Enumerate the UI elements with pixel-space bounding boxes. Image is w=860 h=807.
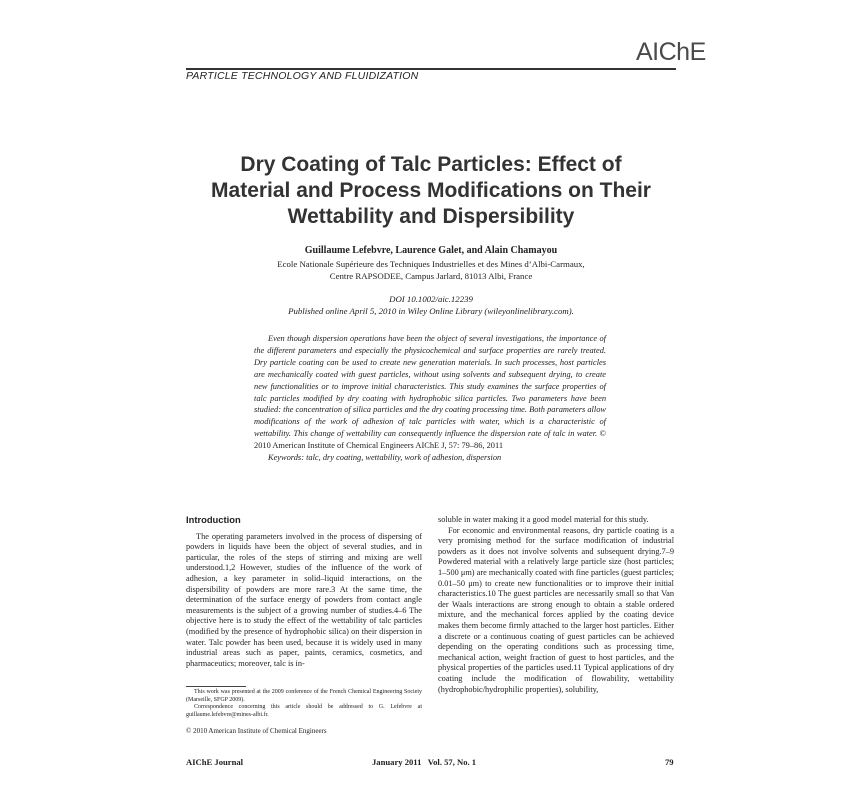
footnote-rule	[186, 686, 246, 687]
affiliation	[186, 258, 676, 282]
section-header: PARTICLE TECHNOLOGY AND FLUIDIZATION	[186, 70, 419, 82]
title-line: Dry Coating of Talc Particles: Effect of	[240, 153, 622, 176]
title-line: Material and Process Modifications on Their	[211, 179, 651, 202]
page-number: 79	[665, 757, 674, 767]
right-paragraph: For economic and environmental reasons, dry particle coating is a very promising method for the surface modification of industrial powders as it does not involve solvents and subsequent drying.7–9 Powdered material with a relatively large particle size (host particles; 1–500 μm) are mechanically coated with fine particles (guest particles; 0.01–50 μm) to create new functionalities or to improve their initial characteristics.10 The guest particles are necessarily small so that Van der Waals interactions are strong enough to obtain a stable ordered mixture, and the mechanical forces applied by the coating device makes them become firmly attached to the larger host particles. Either a discrete or a continuous coating of guest particles can be achieved depending on the operating conditions such as processing time, mechanical action, weight fraction of guest to host particles, and the physical properties of the particles used.11 Typical applications of dry coating include the modification of flowability, wettability (hydrophobic/hydrophilic properties), solubility,	[438, 525, 674, 694]
introduction-heading: Introduction	[186, 514, 241, 525]
footnote-copyright: © 2010 American Institute of Chemical Engineers	[186, 727, 327, 735]
abstract-text: Even though dispersion operations have been the object of several investigations, the importance of the different parameters and especially the physicochemical and surface properties are rarely treated. Dry particle coating can be used to create new generation materials. In such processes, host particles are mechanically coated with guest particles, without using solvents and subsequent drying, to create new functionalities or to improve initial characteristics. This study examines the surface properties of talc particles modified by dry coating with hydrophobic silica particles. Two parameters have been studied: the concentration of silica particles and the dry coating processing time. Both parameters allow modifications of the work of adhesion of talc particles with water, which is a characteristic of wettability. This change of wettability can consequently influence the dispersion rate of talc in water.	[254, 334, 606, 439]
title-line: Wettability and Dispersibility	[287, 205, 575, 228]
footnote-conference: This work was presented at the 2009 conference of the French Chemical Engineering Society (Marseille, SFGP 2009).	[186, 689, 422, 703]
paper-title	[186, 152, 676, 230]
authors: Guillaume Lefebvre, Laurence Galet, and Alain Chamayou	[304, 245, 558, 256]
footnote-correspondence: Correspondence concerning this article should be addressed to G. Lefebvre at guillaume.lefebvre@mines-albi.fr.	[186, 704, 422, 718]
footnotes	[186, 689, 422, 719]
keywords: Keywords: talc, dry coating, wettability, work of adhesion, dispersion	[268, 453, 502, 463]
publication-info	[186, 293, 676, 317]
intro-paragraph: The operating parameters involved in the process of dispersing of powders in liquids have been the object of several studies, and in particular, the roles of the steps of stirring and mixing are well understood.1,2 However, studies of the influence of the work of adhesion, a key parameter in solid–liquid interactions, on the dispersibility of powders are more rare.3 At the same time, the determination of the surface energy of powders from contact angle measurements is the subject of a growing number of studies.4–6 The objective here is to study the effect of the wettability of talc particles (modified by the presence of hydrophobic silica) on their dispersion in water. Talc powder has been used, because it is widely used in many industrial areas such as paper, paints, ceramics, cosmetics, and pharmaceutics; moreover, talc is in-	[186, 531, 422, 668]
published-online: Published online April 5, 2010 in Wiley Online Library (wileyonlinelibrary.com).	[288, 306, 574, 316]
right-column	[438, 515, 674, 695]
affiliation-line: Centre RAPSODEE, Campus Jarlard, 81013 Albi, France	[329, 271, 533, 281]
left-column	[186, 515, 422, 669]
abstract-body	[254, 333, 606, 452]
affiliation-line: Ecole Nationale Supérieure des Techniques Industrielles et des Mines d’Albi-Carmaux,	[277, 259, 585, 269]
footer-issue: January 2011 Vol. 57, No. 1	[372, 757, 477, 767]
abstract	[254, 333, 606, 464]
journal-logo: AIChE	[636, 38, 706, 66]
right-paragraph: soluble in water making it a good model material for this study.	[438, 515, 649, 524]
abstract-copyright: © 2010 American Institute of Chemical Engineers AIChE J, 57: 79–86, 2011	[254, 429, 606, 451]
footer-journal: AIChE Journal	[186, 757, 244, 767]
doi: DOI 10.1002/aic.12239	[389, 294, 473, 304]
